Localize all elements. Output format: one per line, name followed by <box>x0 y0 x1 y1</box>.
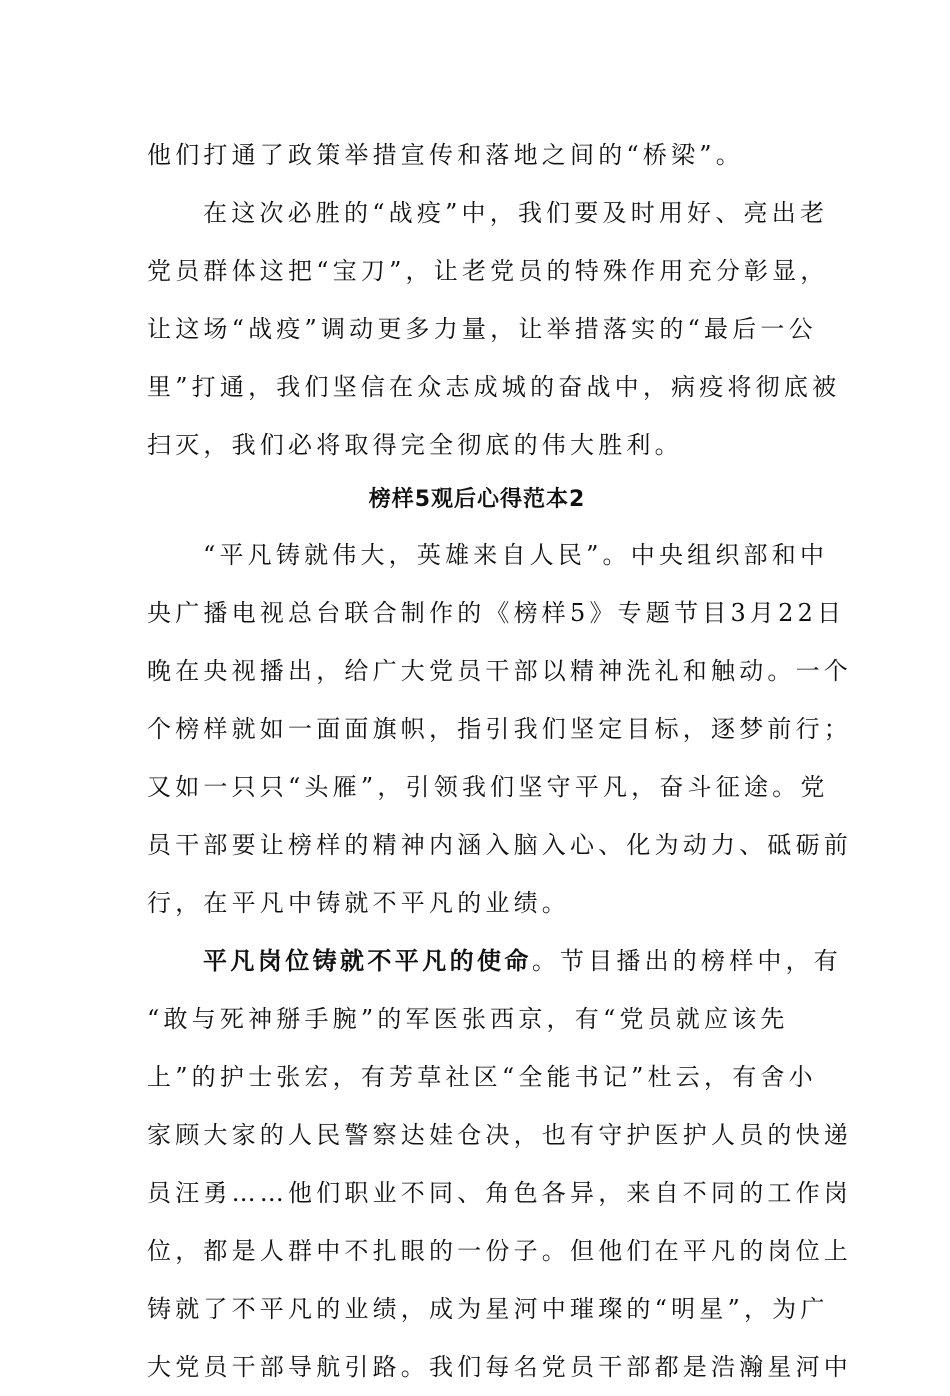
text-line: 晚在央视播出，给广大党员干部以精神洗礼和触动。一个 <box>147 657 852 685</box>
text-line: 里”打通，我们坚信在众志成城的奋战中，病疫将彻底被 <box>147 373 841 401</box>
text-line: 家顾大家的人民警察达娃仓决，也有守护医护人员的快递 <box>147 1121 852 1149</box>
text-line: 在这次必胜的“战疫”中，我们要及时用好、亮出老 <box>203 199 829 227</box>
text-line: 扫灭，我们必将取得完全彻底的伟大胜利。 <box>147 431 683 459</box>
text-line: 让这场“战疫”调动更多力量，让举措落实的“最后一公 <box>147 315 817 343</box>
text-line <box>147 932 843 990</box>
text-line: 党员群体这把“宝刀”，让老党员的特殊作用充分彰显， <box>147 257 829 285</box>
section-title: 榜样5观后心得范本2 <box>368 487 586 512</box>
paragraph-2 <box>147 184 841 474</box>
text-line: 铸就了不平凡的业绩，成为星河中璀璨的“明星”，为广 <box>147 1295 829 1323</box>
text-line: “平凡铸就伟大，英雄来自人民”。中央组织部和中 <box>203 541 829 569</box>
paragraph-1 <box>147 126 807 184</box>
text-line: 位，都是人群中不扎眼的一份子。但他们在平凡的岗位上 <box>147 1237 852 1265</box>
bold-lead-text: 平凡岗位铸就不平凡的使命 <box>203 947 532 975</box>
document-body <box>147 126 852 1396</box>
text-line: 又如一只只“头雁”，引领我们坚守平凡，奋斗征途。党 <box>147 773 829 801</box>
text-line: 个榜样就如一面面旗帜，指引我们坚定目标，逐梦前行； <box>147 715 852 743</box>
first-line-rest: 。节目播出的榜样中，有 <box>531 947 843 975</box>
text-line: 员干部要让榜样的精神内涵入脑入心、化为动力、砥砺前 <box>147 831 852 859</box>
paragraph-4 <box>147 932 852 1396</box>
paragraph-3 <box>147 526 852 932</box>
text-line: 上”的护士张宏，有芳草社区“全能书记”杜云，有舍小 <box>147 1063 817 1091</box>
text-line: 他们打通了政策举措宣传和落地之间的“桥梁”。 <box>147 141 744 169</box>
text-line: 行，在平凡中铸就不平凡的业绩。 <box>147 889 570 917</box>
text-line: “敢与死神掰手腕”的军医张西京，有“党员就应该先 <box>147 1005 789 1033</box>
text-line: 大党员干部导航引路。我们每名党员干部都是浩瀚星河中 <box>147 1353 852 1381</box>
text-line: 员汪勇……他们职业不同、角色各异，来自不同的工作岗 <box>147 1179 852 1207</box>
text-line: 央广播电视总台联合制作的《榜样5》专题节目3月22日 <box>147 599 846 627</box>
